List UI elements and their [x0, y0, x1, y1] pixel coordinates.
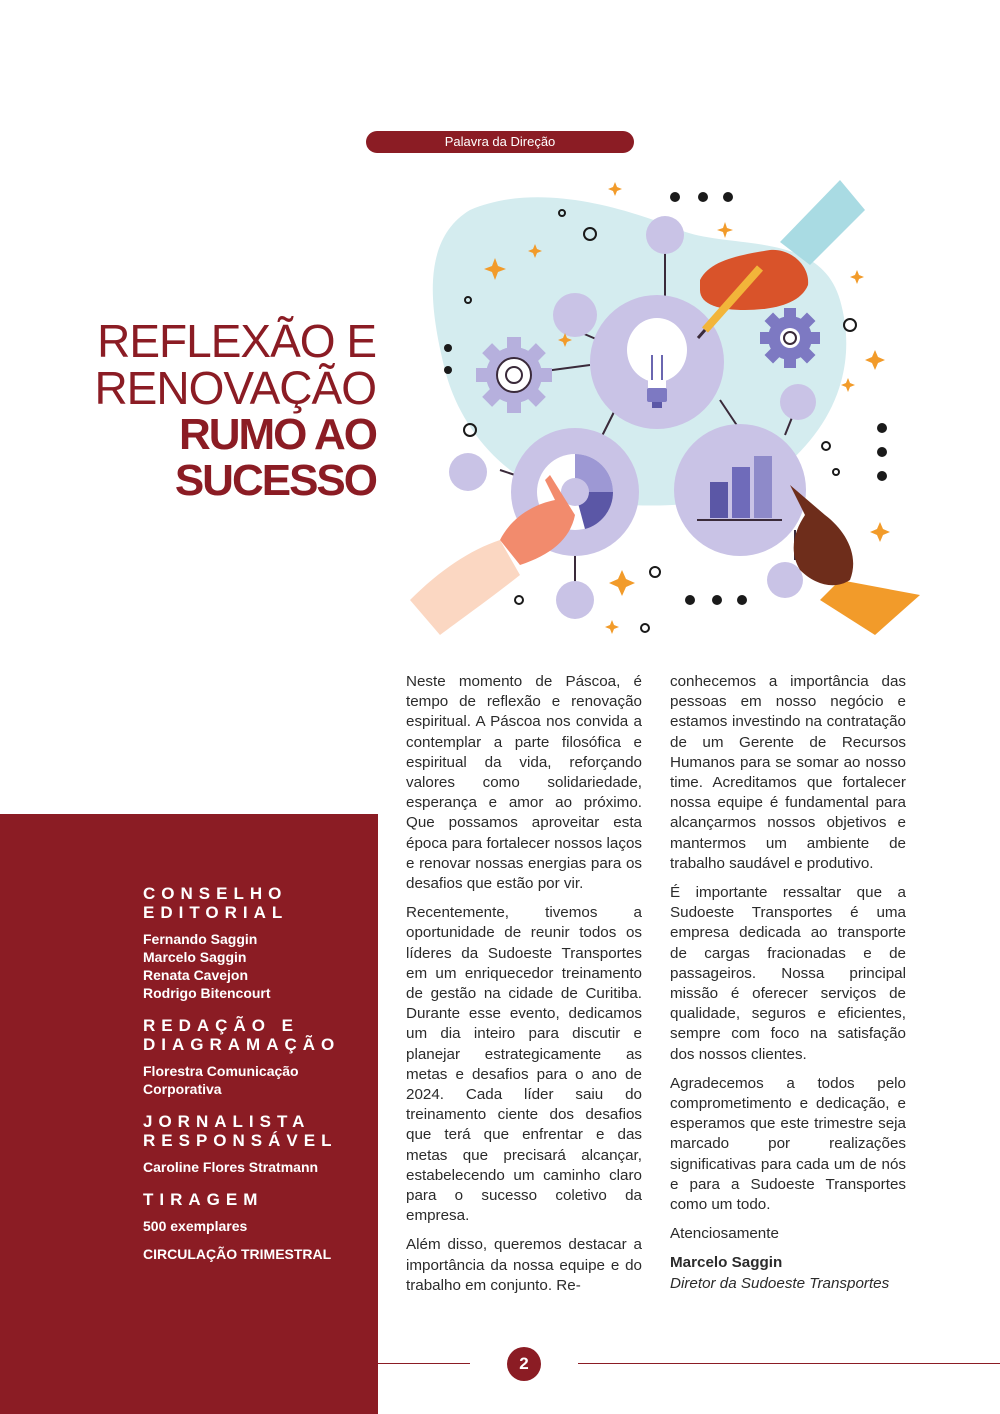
signer-role: Diretor da Sudoeste Transportes [670, 1274, 890, 1292]
editorial-sidebar [0, 814, 378, 1414]
credit-name: Fernando Saggin [143, 931, 258, 947]
circulacao-label: CIRCULAÇÃO TRIMESTRAL [143, 1246, 332, 1262]
article-paragraph: Neste momento de Páscoa, é tempo de reflexão e renovação espiritual. A Páscoa nos convida a contemplar a parte filosófica e espiritual da vida, reforçando valores como solidariedade, esperança e amor ao próximo. Que possamos aproveitar esta época para fortalecer nossos laços e renovar nossas energias para os desafios que estão por vir. [406, 673, 642, 893]
signer-name: Marcelo Saggin [670, 1254, 783, 1272]
redacao-diagramacao [143, 1016, 363, 1098]
lightbulb-icon [590, 295, 724, 429]
article-paragraph: Recentemente, tivemos a oportunidade de reunir todos os líderes da Sudoeste Transportes em um enriquecedor treinamento de gestão na cidade de Curitiba. Durante esse evento, dedicamos um dia inteiro para discutir e planejar estrategicamente as metas e desafios para o ano de 2024. Cada líder saiu do treinamento ciente dos desafios que terá que enfrentar e das metas que precisará alcançar, estabelecendo um caminho claro para o sucesso coletivo da empresa. [406, 904, 642, 1225]
footer-divider [578, 1363, 1000, 1364]
credit-name: Caroline Flores Stratmann [143, 1159, 319, 1175]
editorial-credits [143, 884, 363, 1277]
credit-name: Rodrigo Bitencourt [143, 985, 271, 1001]
teamwork-illustration [400, 170, 940, 650]
conselho-editorial [143, 884, 363, 1002]
tiragem-heading: TIRAGEM [143, 1190, 264, 1209]
jornalista-heading: JORNALISTA RESPONSÁVEL [143, 1112, 338, 1150]
credit-name: Marcelo Saggin [143, 949, 247, 965]
title-line-1: REFLEXÃO E [97, 315, 376, 367]
article-paragraph: conhecemos a importância das pessoas em nosso negócio e estamos investindo na contratação de um Gerente de Recursos Humanos para se somar ao nosso time. Acreditamos que fortalecer nossa equipe é fundamental para alcançarmos nossos objetivos e mantermos um ambiente de trabalho saudável e produtivo. [670, 673, 906, 872]
tiragem [143, 1190, 363, 1263]
title-line-3: RUMO AO [178, 410, 376, 459]
article-column-1 [406, 672, 642, 1305]
article-column-2 [670, 672, 906, 1294]
tiragem-value: 500 exemplares [143, 1218, 248, 1234]
gear-icon [476, 337, 552, 413]
closing-line: Atenciosamente [670, 1225, 779, 1243]
conselho-heading: CONSELHO EDITORIAL [143, 884, 289, 922]
gear-icon [760, 308, 820, 368]
article-paragraph: Agradecemos a todos pelo comprometimento e dedicação, e esperamos que este trimestre seja marcado por realizações significativas para cada um de nós e para a Sudoeste Transportes como um todo. [670, 1074, 906, 1214]
title-line-4: SUCESSO [174, 456, 376, 505]
page-number: 2 [507, 1347, 541, 1381]
bar-chart-icon [674, 424, 806, 556]
article-paragraph: É importante ressaltar que a Sudoeste Transportes é uma empresa dedicada ao transporte de cargas fracionadas e de passageiros. Nossa principal missão é oferecer serviços de qualidade, seguros e eficientes, sempre com foco na satisfação dos nossos clientes. [670, 884, 906, 1063]
title-line-2: RENOVAÇÃO [94, 362, 376, 414]
pointing-hand-icon [790, 485, 920, 635]
credit-name: Renata Cavejon [143, 967, 249, 983]
article-paragraph: Além disso, queremos destacar a importância da nossa equipe e do trabalho em conjunto. Re- [406, 1236, 642, 1294]
redacao-heading: REDAÇÃO E DIAGRAMAÇÃO [143, 1016, 341, 1054]
footer-divider [378, 1363, 470, 1364]
page-title [94, 315, 376, 505]
credit-name: Florestra Comunicação Corporativa [143, 1063, 299, 1097]
jornalista-responsavel [143, 1112, 363, 1176]
section-label: Palavra da Direção [366, 131, 634, 153]
